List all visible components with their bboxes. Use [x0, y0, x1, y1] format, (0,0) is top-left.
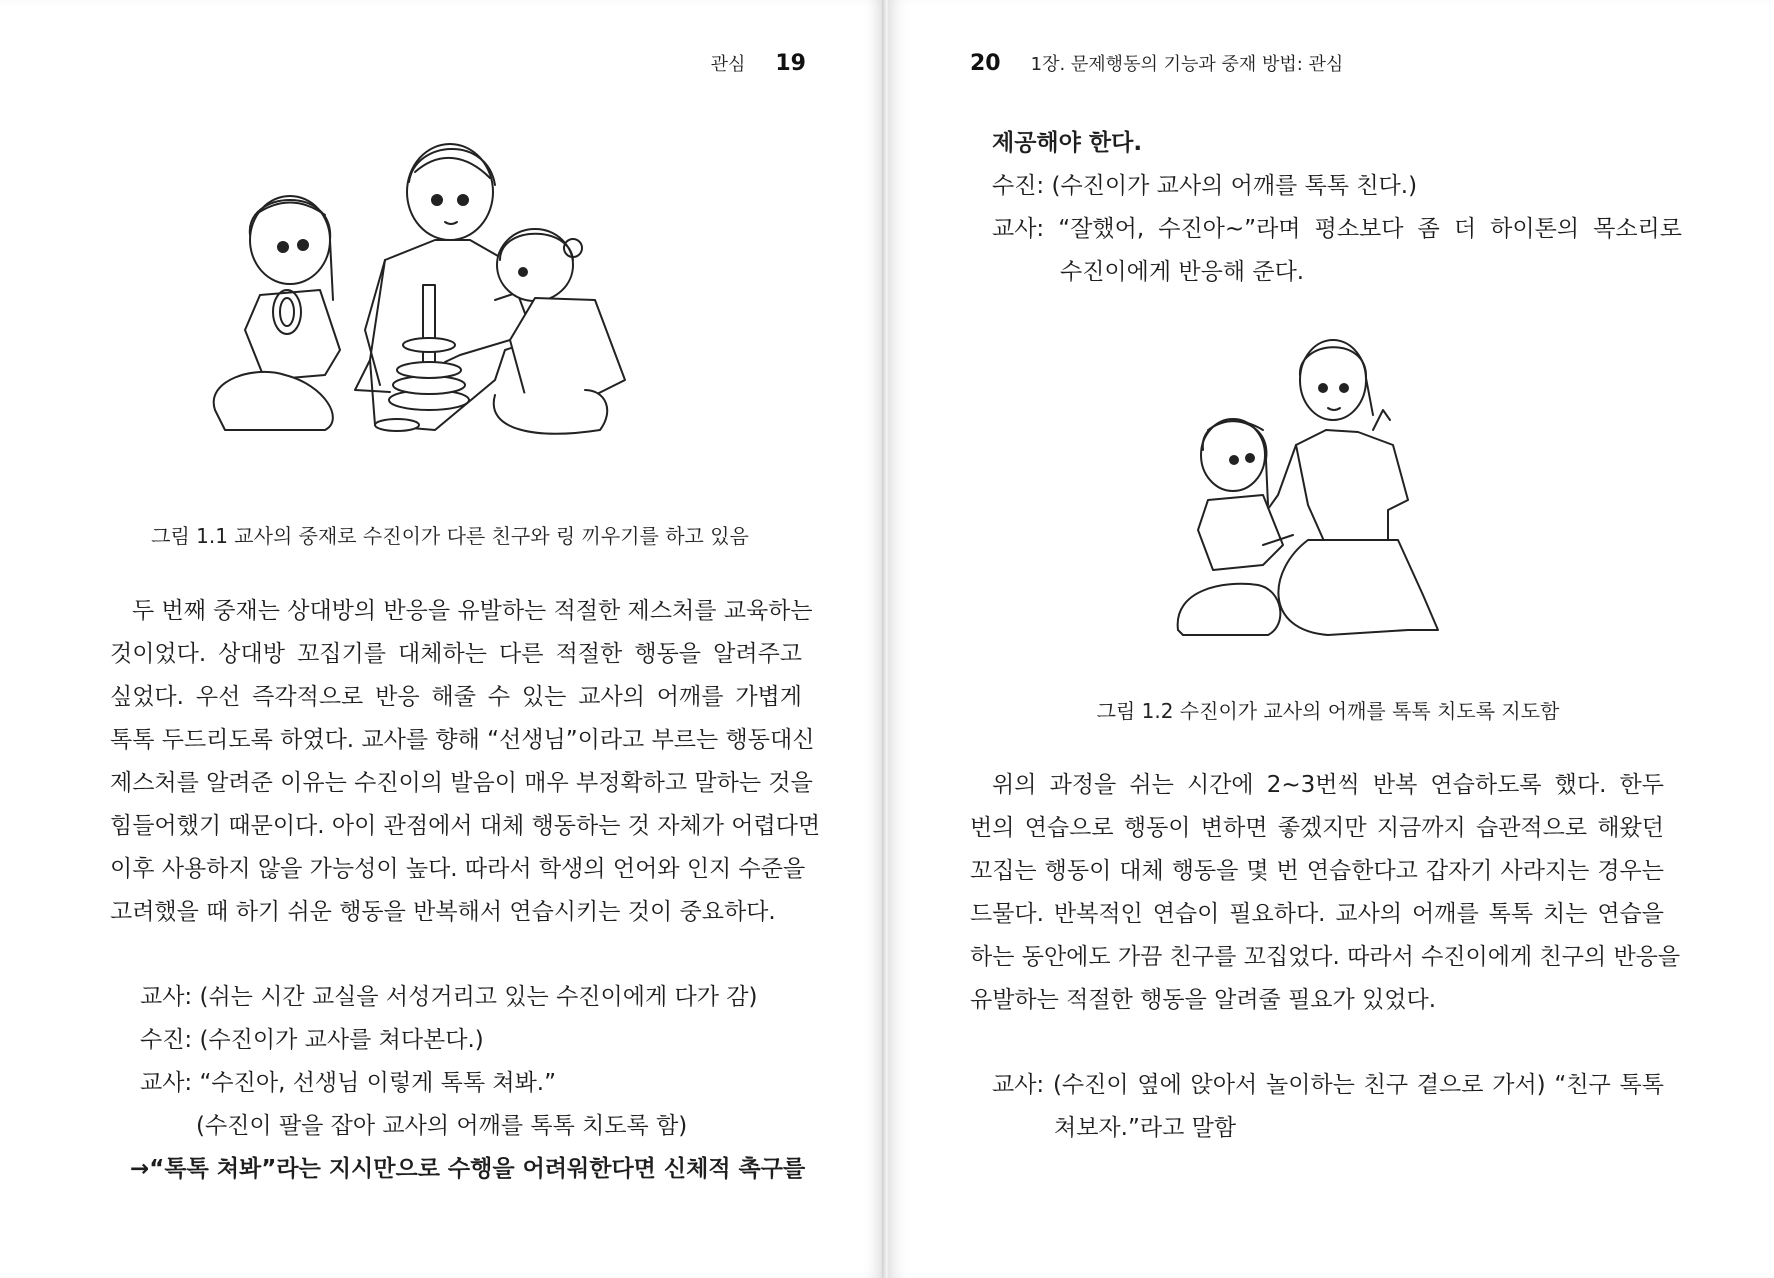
dialogue-line: 쳐보자.”라고 말함	[1054, 1115, 1237, 1141]
dialogue-line: 교사: (쉬는 시간 교실을 서성거리고 있는 수진이에게 다가 감)	[140, 984, 758, 1010]
dialogue-line: 수진: (수진이가 교사의 어깨를 톡톡 친다.)	[992, 173, 1418, 199]
paragraph-line: 제스처를 알려준 이유는 수진이의 발음이 매우 부정확하고 말하는 것을	[110, 770, 813, 796]
bold-continuation: 제공해야 한다.	[992, 130, 1143, 156]
dialogue-line: 교사: (수진이 옆에 앉아서 놀이하는 친구 곁으로 가서) “친구 톡톡	[992, 1072, 1664, 1098]
left-page-header	[711, 50, 806, 76]
figure-1-1-caption: 그림 1.1 교사의 중재로 수진이가 다른 친구와 링 끼우기를 하고 있음	[151, 524, 749, 548]
paragraph-line: 유발하는 적절한 행동을 알려줄 필요가 있었다.	[970, 987, 1437, 1013]
figure-1-2-illustration	[1168, 330, 1468, 670]
figure-1-1-illustration	[205, 130, 705, 500]
paragraph-line: 힘들어했기 때문이다. 아이 관점에서 대체 행동하는 것 자체가 어렵다면	[110, 813, 821, 839]
paragraph-line: 톡톡 두드리도록 하였다. 교사를 향해 “선생님”이라고 부르는 행동대신	[110, 727, 815, 753]
paragraph-line: 고려했을 때 하기 쉬운 행동을 반복해서 연습시키는 것이 중요하다.	[110, 899, 776, 925]
dialogue-line: (수진이 팔을 잡아 교사의 어깨를 톡톡 치도록 함)	[196, 1113, 688, 1139]
page-number: 20	[970, 51, 1001, 76]
paragraph-line: 것이었다. 상대방 꼬집기를 대체하는 다른 적절한 행동을 알려주고	[110, 641, 802, 667]
paragraph-line: 하는 동안에도 가끔 친구를 꼬집었다. 따라서 수진이에게 친구의 반응을	[970, 944, 1681, 970]
dialogue-line: 교사: “수진아, 선생님 이렇게 톡톡 쳐봐.”	[140, 1070, 557, 1096]
dialogue-block-top	[992, 165, 1682, 294]
figure-1-2-caption: 그림 1.2 수진이가 교사의 어깨를 톡톡 치도록 지도함	[1096, 699, 1560, 723]
dialogue-block-bottom	[992, 1064, 1664, 1150]
paragraph-line: 이후 사용하지 않을 가능성이 높다. 따라서 학생의 언어와 인지 수준을	[110, 856, 806, 882]
running-title: 1장. 문제행동의 기능과 중재 방법: 관심	[1030, 54, 1344, 75]
page-number: 19	[775, 51, 806, 76]
teacher-head	[1300, 340, 1366, 420]
boy-right-head	[497, 229, 573, 301]
dialogue-line: 수진이에게 반응해 준다.	[1060, 259, 1305, 285]
body-paragraph	[970, 764, 1681, 1022]
paragraph-line: 두 번째 중재는 상대방의 반응을 유발하는 적절한 제스처를 교육하는	[132, 598, 813, 624]
paragraph-line: 드물다. 반복적인 연습이 필요하다. 교사의 어깨를 톡톡 치는 연습을	[970, 901, 1664, 927]
right-page	[888, 0, 1774, 1278]
paragraph-line: 꼬집는 행동이 대체 행동을 몇 번 연습한다고 갑자기 사라지는 경우는	[970, 858, 1664, 884]
running-title: 관심	[710, 54, 746, 75]
bold-note: →“톡톡 쳐봐”라는 지시만으로 수행을 어려워한다면 신체적 촉구를	[130, 1156, 806, 1182]
dialogue-block	[140, 976, 757, 1148]
paragraph-line: 번의 연습으로 행동이 변하면 좋겠지만 지금까지 습관적으로 해왔던	[970, 815, 1664, 841]
dialogue-line: 수진: (수진이가 교사를 쳐다본다.)	[140, 1027, 484, 1053]
dialogue-line: 교사: “잘했어, 수진아~”라며 평소보다 좀 더 하이톤의 목소리로	[992, 216, 1682, 242]
left-page	[0, 0, 884, 1278]
paragraph-line: 싶었다. 우선 즉각적으로 반응 해줄 수 있는 교사의 어깨를 가볍게	[110, 684, 802, 710]
paragraph-line: 위의 과정을 쉬는 시간에 2~3번씩 반복 연습하도록 했다. 한두	[992, 772, 1664, 798]
body-paragraph	[110, 590, 821, 934]
right-page-header	[970, 50, 1343, 76]
